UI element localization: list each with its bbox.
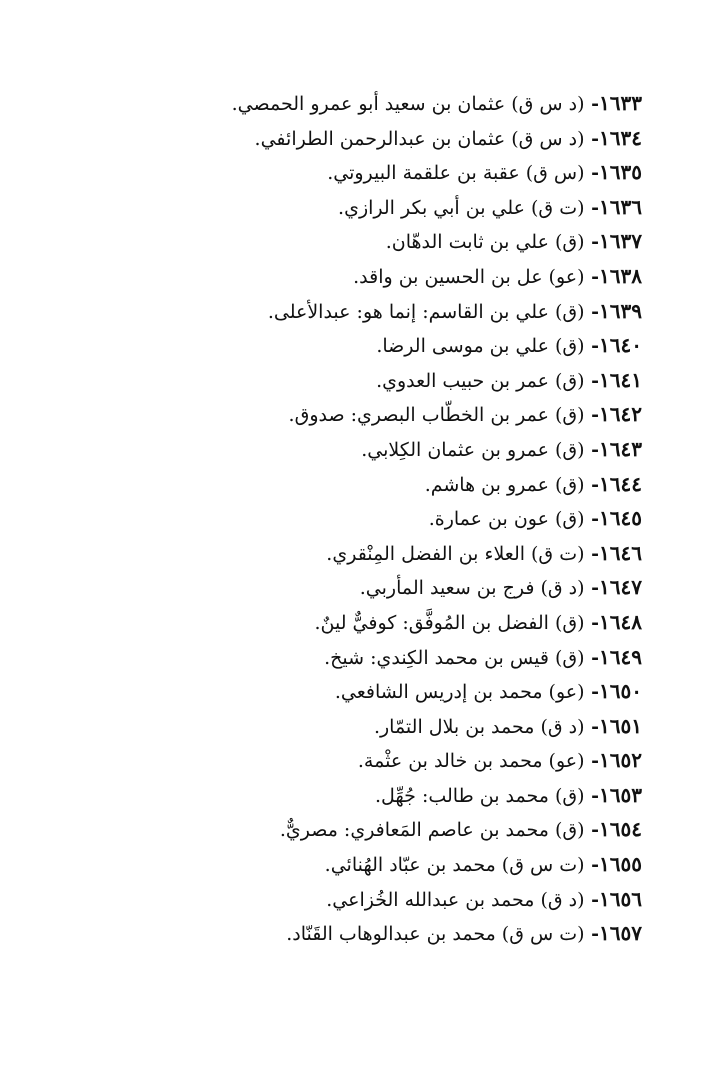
list-item: ١٦٤٣- (ق)عمرو بن عثمان الكِلابي. xyxy=(361,436,642,461)
entry-text: علي بن موسى الرضا. xyxy=(376,335,549,358)
entry-number: ١٦٤٦ xyxy=(599,540,642,565)
entry-sigla: (ق) xyxy=(554,231,585,254)
entry-text: فرج بن سعيد المأربي. xyxy=(359,577,535,600)
entry-sigla: (س ق) xyxy=(525,162,585,185)
entry-sigla: (د ق) xyxy=(540,577,585,600)
entry-number: ١٦٤٨ xyxy=(599,609,642,634)
entry-sigla: (ق) xyxy=(554,819,585,842)
list-item: ١٦٣٥- (س ق)عقبة بن علقمة البيروتي. xyxy=(327,160,642,185)
entry-number: ١٦٤٧ xyxy=(599,575,642,600)
list-item: ١٦٥١- (د ق)محمد بن بلال التمّار. xyxy=(373,713,642,738)
list-item: ١٦٤٧- (د ق)فرج بن سعيد المأربي. xyxy=(359,575,642,600)
entry-text: محمد بن عبدالله الخُزاعي. xyxy=(326,888,535,911)
entry-number: ١٦٣٣ xyxy=(599,91,642,115)
entry-number: ١٦٤١ xyxy=(599,367,642,392)
entry-number: ١٦٤٩ xyxy=(599,644,642,669)
list-item: ١٦٥٣- (ق)محمد بن طالب: جُهِّل. xyxy=(374,782,642,807)
entry-text: محمد بن عاصم المَعافري: مصريٌّ. xyxy=(279,819,549,842)
list-item: ١٦٥٥- (ت س ق)محمد بن عبّاد الهُنائي. xyxy=(324,852,642,877)
entry-text: عثمان بن عبدالرحمن الطرائفي. xyxy=(254,127,506,150)
list-item: ١٦٣٦- (ت ق)علي بن أبي بكر الرازي. xyxy=(338,194,642,219)
list-item: ١٦٤٤- (ق)عمرو بن هاشم. xyxy=(424,471,642,496)
entry-text: عمر بن الخطّاب البصري: صدوق. xyxy=(288,404,549,427)
list-item: ١٦٤٨- (ق)الفضل بن المُوفَّق: كوفيٌّ لينٌ. xyxy=(314,609,642,634)
entry-sigla: (د ق) xyxy=(540,888,585,911)
list-item: ١٦٥٢- (عو)محمد بن خالد بن عثْمة. xyxy=(357,748,642,773)
entry-number: ١٦٥٧ xyxy=(599,921,642,946)
entry-number: ١٦٥١ xyxy=(599,713,642,738)
entry-sigla: (عو) xyxy=(548,265,585,288)
list-item: ١٦٤١- (ق)عمر بن حبيب العدوي. xyxy=(376,367,642,392)
entry-text: محمد بن طالب: جُهِّل. xyxy=(374,784,549,807)
entry-text: الفضل بن المُوفَّق: كوفيٌّ لينٌ. xyxy=(314,611,549,634)
list-item: ١٦٤٦- (ت ق)العلاء بن الفضل المِنْقري. xyxy=(326,540,642,565)
entry-number: ١٦٣٥ xyxy=(599,160,642,185)
entry-number: ١٦٤٣ xyxy=(599,436,642,461)
entry-text: علي بن ثابت الدهّان. xyxy=(385,231,549,254)
entry-sigla: (ت س ق) xyxy=(501,854,585,877)
entry-text: عمرو بن هاشم. xyxy=(424,473,549,496)
list-item: ١٦٣٤- (د س ق)عثمان بن عبدالرحمن الطرائفي. xyxy=(254,125,642,150)
entry-text: محمد بن بلال التمّار. xyxy=(373,715,535,738)
list-item: ١٦٥٠- (عو)محمد بن إدريس الشافعي. xyxy=(334,679,642,704)
entry-number: ١٦٣٦ xyxy=(599,194,642,219)
entry-sigla: (ت س ق) xyxy=(501,923,585,946)
entry-number: ١٦٥٣ xyxy=(599,782,642,807)
entry-text: علي بن أبي بكر الرازي. xyxy=(338,196,526,219)
entry-sigla: (ت ق) xyxy=(531,542,585,565)
entry-sigla: (ق) xyxy=(554,335,585,358)
entry-sigla: (ق) xyxy=(554,300,585,323)
list-item: ١٦٣٩- (ق)علي بن القاسم: إنما هو: عبدالأعلى. xyxy=(267,298,642,323)
entry-text: عثمان بن سعيد أبو عمرو الحمصي. xyxy=(231,93,506,115)
entry-sigla: (ق) xyxy=(554,611,585,634)
entry-number: ١٦٤٢ xyxy=(599,402,642,427)
list-item: ١٦٤٥- (ق)عون بن عمارة. xyxy=(428,506,642,531)
entry-text: محمد بن عبدالوهاب القَنّاد. xyxy=(286,923,496,946)
entry-number: ١٦٥٦ xyxy=(599,886,642,911)
entry-sigla: (ق) xyxy=(554,473,585,496)
entry-number: ١٦٣٨ xyxy=(599,263,642,288)
list-item: ١٦٥٦- (د ق)محمد بن عبدالله الخُزاعي. xyxy=(326,886,642,911)
entry-sigla: (عو) xyxy=(548,750,585,773)
entry-sigla: (د س ق) xyxy=(511,93,585,115)
entry-number: ١٦٥٠ xyxy=(599,679,642,704)
entry-text: محمد بن إدريس الشافعي. xyxy=(334,681,543,704)
entry-number: ١٦٤٠ xyxy=(599,333,642,358)
list-item: ١٦٣٧- (ق)علي بن ثابت الدهّان. xyxy=(385,229,642,254)
entry-number: ١٦٣٧ xyxy=(599,229,642,254)
entry-sigla: (ق) xyxy=(554,646,585,669)
entry-sigla: (د س ق) xyxy=(511,127,585,150)
entry-sigla: (ق) xyxy=(554,784,585,807)
entry-text: علي بن القاسم: إنما هو: عبدالأعلى. xyxy=(267,300,549,323)
entry-text: عمرو بن عثمان الكِلابي. xyxy=(361,438,549,461)
narrator-list xyxy=(82,86,642,951)
list-item: ١٦٤٩- (ق)قيس بن محمد الكِندي: شيخ. xyxy=(324,644,642,669)
entry-sigla: (د ق) xyxy=(540,715,585,738)
entry-text: عقبة بن علقمة البيروتي. xyxy=(327,162,520,185)
entry-number: ١٦٣٩ xyxy=(599,298,642,323)
entry-sigla: (ق) xyxy=(554,438,585,461)
entry-sigla: (ق) xyxy=(554,404,585,427)
list-item: ١٦٤٠- (ق)علي بن موسى الرضا. xyxy=(376,333,642,358)
entry-number: ١٦٥٤ xyxy=(599,817,642,842)
entry-text: عون بن عمارة. xyxy=(428,508,549,531)
list-item: ١٦٥٧- (ت س ق)محمد بن عبدالوهاب القَنّاد. xyxy=(286,921,642,946)
entry-number: ١٦٥٥ xyxy=(599,852,642,877)
entry-sigla: (ق) xyxy=(554,369,585,392)
entry-sigla: (ت ق) xyxy=(531,196,585,219)
entry-text: قيس بن محمد الكِندي: شيخ. xyxy=(324,646,549,669)
entry-text: محمد بن خالد بن عثْمة. xyxy=(357,750,543,773)
list-item: ١٦٤٢- (ق)عمر بن الخطّاب البصري: صدوق. xyxy=(288,402,642,427)
entry-text: عل بن الحسين بن واقد. xyxy=(353,265,543,288)
entry-sigla: (ق) xyxy=(554,508,585,531)
entry-sigla: (عو) xyxy=(548,681,585,704)
entry-text: العلاء بن الفضل المِنْقري. xyxy=(326,542,526,565)
entry-number: ١٦٥٢ xyxy=(599,748,642,773)
entry-text: عمر بن حبيب العدوي. xyxy=(376,369,549,392)
entry-number: ١٦٣٤ xyxy=(599,125,642,150)
entry-text: محمد بن عبّاد الهُنائي. xyxy=(324,854,496,877)
list-item: ١٦٣٨- (عو)عل بن الحسين بن واقد. xyxy=(353,263,642,288)
entry-number: ١٦٤٥ xyxy=(599,506,642,531)
entry-number: ١٦٤٤ xyxy=(599,471,642,496)
list-item: ١٦٥٤- (ق)محمد بن عاصم المَعافري: مصريٌّ. xyxy=(279,817,642,842)
list-item: ١٦٣٣- (د س ق)عثمان بن سعيد أبو عمرو الحمصي. xyxy=(231,91,642,115)
